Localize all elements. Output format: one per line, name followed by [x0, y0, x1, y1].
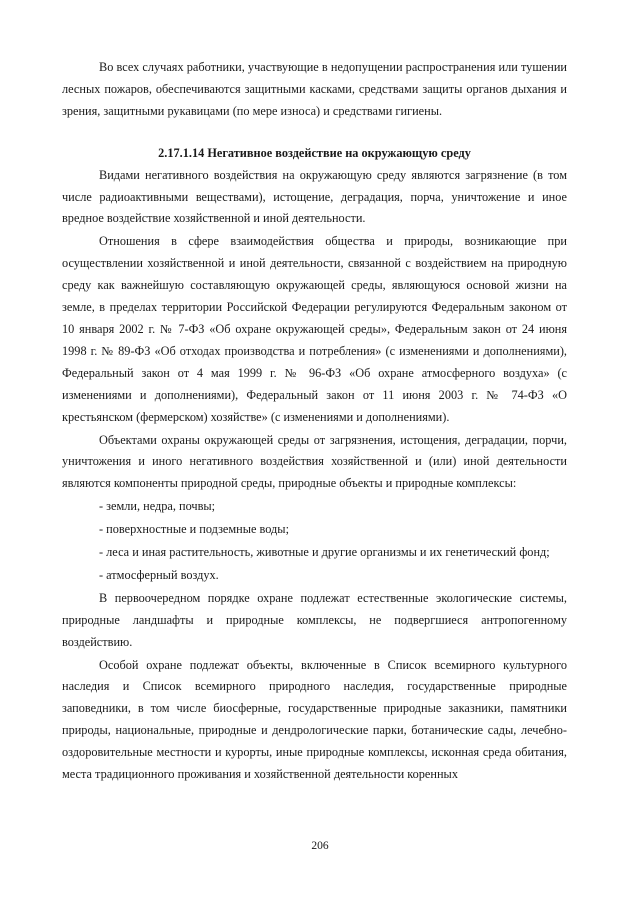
section-heading: 2.17.1.14 Негативное воздействие на окружающую среду — [158, 145, 471, 160]
list-item: - леса и иная растительность, животные и другие организмы и их генетический фонд; — [99, 545, 550, 560]
body-paragraph-legislation: Отношения в сфере взаимодействия общества и природы, возникающие при осуществлении хозяйственной и иной деятельности, связанной с воздействием на природную среду как важнейшую составляющую окружающей среды, являющуюся основой жизни на земле, в пределах территории Российской Федерации регулируются Федеральным законом от 10 января 2002 г. № 7-ФЗ «Об охране окружающей среды», Федеральным закон от 24 июня 1998 г. № 89-ФЗ «Об отходах производства и потребления» (с изменениями и дополнениями), Федеральный закон от 4 мая 1999 г. № 96-ФЗ «Об охране атмосферного воздуха» (с изменениями и дополнениями), Федеральный закон от 11 июня 2003 г. № 74-ФЗ «О крестьянском (фермерском) хозяйстве» (с изменениями и дополнениями). — [62, 234, 567, 424]
page-number: 206 — [311, 840, 329, 852]
body-paragraph-priority-protection: В первоочередном порядке охране подлежат естественные экологические системы, природные ландшафты и природные комплексы, не подвергшиеся антропогенному воздействию. — [62, 590, 567, 649]
document-page — [62, 57, 567, 786]
list-item: - поверхностные и подземные воды; — [99, 522, 289, 537]
body-paragraph-impact-types: Видами негативного воздействия на окружающую среду являются загрязнение (в том числе радиоактивными веществами), истощение, деградация, порча, уничтожение и иное вредное воздействие хозяйственной и иной деятельности. — [62, 167, 567, 226]
list-item: - земли, недра, почвы; — [99, 499, 216, 514]
body-paragraph-protected-objects: Объектами охраны окружающей среды от загрязнения, истощения, деградации, порчи, уничтожения и иного негативного воздействия хозяйственной и (или) иной деятельности являются компоненты природной среды, природные объекты и природные комплексы: — [62, 432, 567, 491]
body-paragraph-special-protection: Особой охране подлежат объекты, включенные в Список всемирного культурного наследия и Список всемирного природного наследия, государственные природные заповедники, в том числе биосферные, государственные природные заказники, памятники природы, национальные, природные и дендрологические парки, ботанические сады, лечебно-оздоровительные местности и курорты, иные природные комплексы, исконная среда обитания, места традиционного проживания и хозяйственной деятельности коренных — [62, 657, 567, 782]
body-paragraph-protective-equipment: Во всех случаях работники, участвующие в недопущении распространения или тушении лесных пожаров, обеспечиваются защитными касками, средствами защиты органов дыхания и зрения, защитными рукавицами (по мере износа) и средствами гигиены. — [62, 60, 567, 118]
list-item: - атмосферный воздух. — [99, 567, 219, 582]
